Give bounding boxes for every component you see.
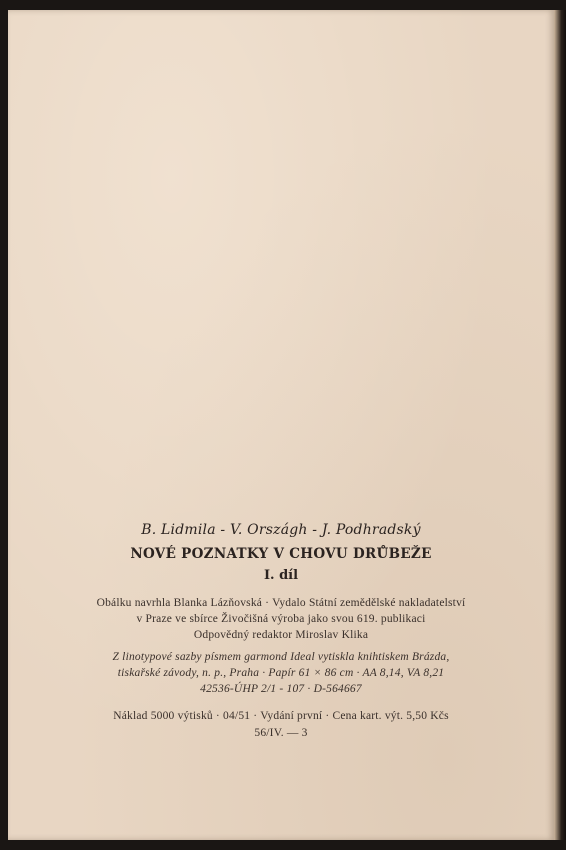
publication-line-1: Obálku navrhla Blanka Lázňovská · Vydalo Státní zemědělské nakladatelství xyxy=(96,597,466,609)
book-title: NOVÉ POZNATKY V CHOVU DRŮBEŽE xyxy=(130,546,432,562)
publication-line-2: v Praze ve sbírce Živočišná výroba jako svou 619. publikaci xyxy=(136,613,426,625)
printing-line-3: 42536-ÚHP 2/1 - 107 · D-564667 xyxy=(200,683,362,695)
book-page xyxy=(8,10,554,840)
printing-line-2: tiskařské závody, n. p., Praha · Papír 61 × 86 cm · AA 8,14, VA 8,21 xyxy=(117,667,445,679)
book-authors: B. Lidmila - V. Országh - J. Podhradský xyxy=(141,522,421,538)
book-part: I. díl xyxy=(263,568,299,583)
page-edge-shadow xyxy=(554,10,566,840)
printing-line-1: Z linotypové sazby písmem garmond Ideal vytiskla knihtiskem Brázda, xyxy=(112,651,450,663)
edition-line-1: Náklad 5000 výtisků · 04/51 · Vydání první · Cena kart. výt. 5,50 Kčs xyxy=(113,710,449,722)
edition-line-2: 56/IV. — 3 xyxy=(254,727,308,739)
publication-line-3: Odpovědný redaktor Miroslav Klika xyxy=(193,629,369,641)
